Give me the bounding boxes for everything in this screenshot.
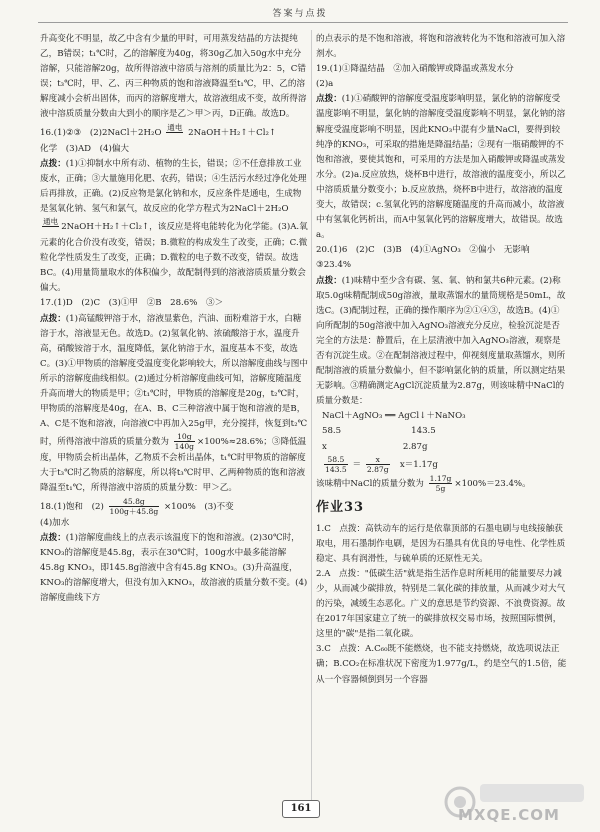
question-19-sub: (2)a — [316, 79, 334, 90]
question-18-tip: 点拨：(1)溶解度曲线上的点表示该温度下的饱和溶液。(2)30℃时，KNO₃的溶解度是45.8g，表示在30℃时，100g水中最多能溶解45.8g KNO₃，即145.8g溶液中含有45.8g KNO₃。(3)升高温度，KNO₃的溶解度增大，但没有加入KNO₃，故溶液的质量分数不变。(4)溶解度曲线下方 — [40, 532, 308, 603]
tip-label: 点拨： — [316, 94, 342, 105]
tip-label: 点拨： — [40, 158, 66, 169]
calc-ratio: $\frac{58.5}{143.5}$ ＝ $\frac{x}{2.87g}$ x＝1.17g — [325, 454, 438, 474]
chemical-equation: NaCl＋AgNO₃ ══ AgCl↓＋NaNO₃ — [322, 411, 466, 422]
question-16-tip: 点拨：(1)①抑制水中所有动、植物的生长，错误；②不任意排放工业废水，正确；③大量施用化肥、农药，错误；④生活污水经过净化处理后再排放，正确。(2)反应物是氯化钠和水，反应条件是通电，生成物是氢氧化钠、氢气和氯气，故反应的化学方程式为2NaCl＋2H₂O 通电 2NaOH＋H₂↑＋Cl₂↑，该反应是将电能转化为化学能。(3)A.氧元素的化合价没有改变，错误；B.微粒的构成发生了改变，正确；C.微粒化学性质发生了改变，正确；D.微粒的电子数不改变，错误。故选BC。(4)用量筒量取水的体积偏少，故配制得到的溶液溶质质量分数会偏大。 — [40, 158, 308, 294]
question-17-answer: 17.(1)D (2)C (3)①甲 ②B 28.6% ③＞ — [40, 298, 224, 309]
calc-row-1: 58.5 143.5 — [322, 426, 436, 437]
question-17-tip: 点拨：(1)高锰酸钾溶于水，溶液显紫色，汽油、面粉难溶于水，白糖溶于水，溶液显无色。故选D。(2)氢氧化钠、浓硫酸溶于水，温度升高，硝酸铵溶于水，温度降低，氯化钠溶于水，温度基本不变，故选C。(3)①甲物质的溶解度受温度变化影响较大，所以溶解度曲线与图中所示的溶解度曲线相似。(2)通过分析溶解度曲线可知，溶解度随温度升高而增大的物质是甲；②t₁℃时，甲物质的溶解度是20g，t₂℃时，甲物质的溶解度是40g，在A、B、C三种溶液中属于饱和溶液的是B，A、C是不饱和溶液，向溶液C中再加入25g甲，充分搅拌，恢复到t₂℃时，所得溶液中溶质的质量分数为 $\frac{10g}{140g}$ ×100%≈28.6%；③降低温度，甲物质会析出晶体，乙物质不会析出晶体，t₁℃时甲物质的溶解度大于t₃℃时乙物质的溶解度，所以将t₃℃时甲、乙两种物质的饱和溶液降温至t₁℃，所得溶液中溶质的质量分数：甲＞乙。 — [40, 313, 308, 494]
question-16-answer-2: 化学 (3)AD (4)偏大 — [40, 143, 130, 154]
right-column — [316, 32, 568, 688]
item-1: 1.C 点拨：高铁动车的运行是依靠顶部的石墨电刷与电线接触获取电，用石墨制作电刷，是因为石墨具有优良的导电性、化学性质稳定、具有润滑性，与硫单质的还原性无关。 — [316, 523, 566, 564]
question-20-tip: 点拨：(1)味精中至少含有碳、氢、氧、钠和氯共6种元素。(2)称取5.0g味精配制成50g溶液，量取蒸馏水的量筒规格是50mL，故选C。(3)配制过程，正确的操作顺序为②①④③，故选B。(4)①向所配制的50g溶液中加入AgNO₃溶液充分反应，检验沉淀是否完全的方法是：静置后，在上层清液中加入AgNO₃溶液，观察是否有沉淀生成。②在配制溶液过程中，仰视刻度量取蒸馏水，则所配制溶液的质量分数偏小，但不影响氯化钠的质量，所以测定结果无影响。③精确测定AgCl沉淀质量为2.87g，则该味精中NaCl的质量分数是： — [316, 275, 566, 407]
fraction: $\frac{58.5}{143.5}$ — [325, 454, 347, 474]
item-3: 3.C 点拨：A.C₆₀既不能燃烧，也不能支持燃烧，故选项说法正确；B.CO₂在标准状况下密度为1.977g/L，约是空气的1.5倍，能从一个容器倾倒到另一个容器 — [316, 644, 567, 685]
header-rule — [38, 22, 568, 23]
fraction: $\frac{1.17g}{5g}$ — [429, 473, 452, 493]
left-column — [40, 32, 308, 606]
question-19-tip: 点拨：(1)①硝酸钾的溶解度受温度影响明显，氯化钠的溶解度受温度影响不明显，氯化钠的溶解度受温度影响不明显，氯化钠的溶解度受温度影响不明显，因此KNO₃中混有少量NaCl，要得到较纯净的KNO₃，可采取的措施是降温结晶；②现有一瓶硝酸钾的不饱和溶液，要使其饱和，可采用的方法是加入硝酸钾或降温或蒸发水分。(2)a.反应放热，烧杯B中进行，故溶液的温度变小，所以乙中溶质质量分数变小；b.反应放热，烧杯B中进行，故溶液的温度变大，故错误；c.氢氧化钙的溶解度随温度的升高而减小，故溶液中有氢氧化钙析出，而A中氢氧化钙的溶解度增大，故错误。故选a。 — [316, 94, 566, 241]
reaction-condition: 通电 — [167, 122, 183, 132]
tip-label: 点拨： — [40, 313, 66, 324]
page-number: 161 — [282, 800, 320, 818]
watermark-text: MXQE.COM — [458, 806, 560, 824]
reaction-condition: 通电 — [43, 217, 59, 227]
item-2: 2.A 点拨："低碳生活"就是指生活作息时所耗用的能量要尽力减少，从而减少碳排放，特别是二氧化碳的排放量，从而减少对大气的污染，减缓生态恶化。广义的意思是节约资源、不浪费资源。故在2017年国家建立了统一的碳排放权交易市场，按照国际惯例，这里的"碳"是指二氧化碳。 — [316, 568, 566, 640]
left-para-continuation: 升高变化不明显，故乙中含有少量的甲时，可用蒸发结晶的方法提纯乙，B错误；t₁℃时，乙的溶解度为40g，将30g乙加入50g水中充分溶解，只能溶解20g，故所得溶液中溶质与溶剂的质量比为2：5，C错误；t₃℃时，甲、乙、丙三种物质的饱和溶液降温至t₁℃，甲、乙的溶解度减小会析出固体，而丙的溶解度增大，故溶液组成不变，故所得溶液中溶质质量分数由大到小的顺序是乙＞甲＞丙，D正确。故选D。 — [40, 34, 307, 120]
tip-label: 点拨： — [40, 532, 66, 543]
calc-row-2: x 2.87g — [322, 441, 428, 452]
section-title: 作业33 — [316, 499, 365, 515]
fraction: $\frac{x}{2.87g}$ — [366, 454, 389, 474]
fraction: $\frac{10g}{140g}$ — [174, 432, 195, 452]
question-18-answer: 18.(1)饱和 (2) $\frac{45.8g}{100g+45.8g}$ ×100% (3)不变 — [40, 496, 234, 516]
question-18-sub: (4)加水 — [40, 517, 70, 528]
question-19-answer: 19.(1)①降温结晶 ②加入硝酸钾或降温或蒸发水分 — [316, 64, 514, 75]
page-header: 答案与点拨 — [272, 9, 328, 19]
column-divider — [311, 30, 312, 800]
question-16-answer: 16.(1)②③ (2)2NaCl＋2H₂O 通电 2NaOH＋H₂↑＋Cl₂↑ — [40, 123, 308, 142]
question-20-final: 该味精中NaCl的质量分数为 $\frac{1.17g}{5g}$ ×100%＝23.4%。 — [316, 473, 531, 493]
question-20-answer: 20.(1)6 (2)C (3)B (4)①AgNO₃ ②偏小 无影响 — [316, 245, 530, 256]
question-20-answer-2: ③23.4% — [316, 260, 352, 271]
right-para-continuation: 的点表示的是不饱和溶液，将饱和溶液转化为不饱和溶液可加入溶剂水。 — [316, 34, 566, 60]
tip-label: 点拨： — [316, 275, 342, 286]
fraction: $\frac{45.8g}{100g+45.8g}$ — [109, 496, 159, 516]
